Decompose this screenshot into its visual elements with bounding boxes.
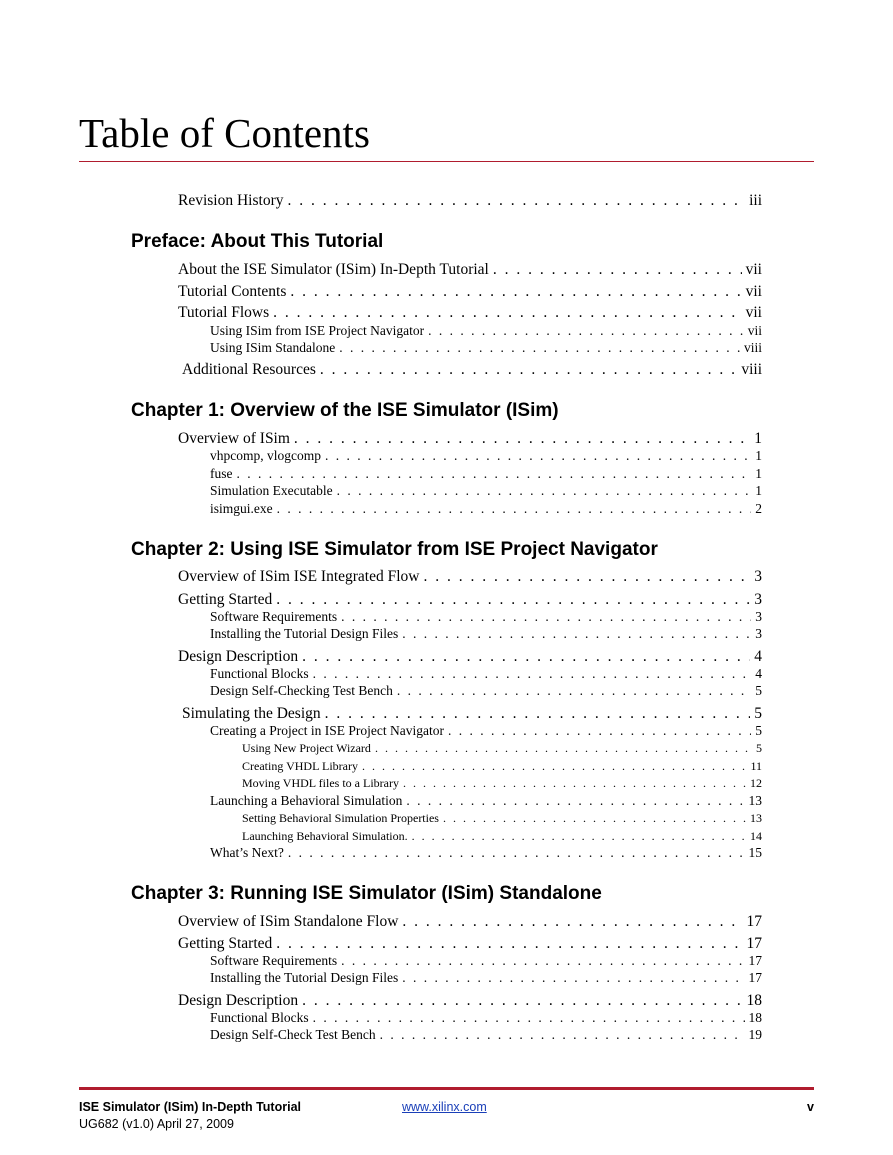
dot-leader — [428, 323, 744, 339]
dot-leader — [397, 683, 751, 699]
toc-entry-page-number: 15 — [748, 845, 762, 860]
toc-entry-label: Using ISim from ISE Project Navigator — [210, 323, 425, 338]
dot-leader — [341, 609, 751, 625]
dot-leader — [288, 845, 745, 861]
dot-leader — [424, 567, 751, 586]
toc-entry-label: Overview of ISim ISE Integrated Flow — [178, 568, 420, 585]
toc-entry[interactable] — [210, 683, 762, 699]
dot-leader — [375, 741, 752, 756]
dot-leader — [380, 1027, 745, 1043]
toc-entry[interactable] — [178, 303, 762, 322]
toc-entry[interactable] — [242, 811, 762, 826]
toc-entry-page-number: 17 — [748, 970, 762, 985]
toc-entry-label: Design Self-Check Test Bench — [210, 1027, 376, 1042]
toc-entry-label: Revision History — [178, 192, 284, 209]
toc-entry-label: Functional Blocks — [210, 666, 309, 681]
toc-entry[interactable] — [210, 609, 762, 625]
dot-leader — [448, 723, 751, 739]
toc-entry[interactable] — [182, 360, 762, 379]
toc-entry[interactable] — [210, 793, 762, 809]
toc-entry-label: Overview of ISim — [178, 430, 290, 447]
toc-entry[interactable] — [178, 191, 762, 210]
dot-leader — [493, 260, 742, 279]
dot-leader — [294, 429, 750, 448]
toc-entry[interactable] — [210, 483, 762, 499]
footer-website-link[interactable]: www.xilinx.com — [402, 1100, 487, 1114]
toc-entry-page-number: viii — [741, 361, 762, 378]
toc-entry-page-number: 4 — [754, 648, 762, 665]
toc-entry-label: Design Self-Checking Test Bench — [210, 683, 393, 698]
toc-entry-label: Using ISim Standalone — [210, 340, 336, 355]
toc-entry[interactable] — [178, 991, 762, 1010]
toc-entry-page-number: 5 — [756, 741, 762, 755]
toc-entry-page-number: 3 — [755, 609, 762, 624]
footer-document-id: UG682 (v1.0) April 27, 2009 — [79, 1117, 234, 1131]
toc-entry[interactable] — [178, 282, 762, 301]
toc-entry-page-number: 1 — [754, 430, 762, 447]
toc-entry-label: Setting Behavioral Simulation Properties — [242, 811, 439, 825]
dot-leader — [288, 191, 746, 210]
toc-entry-label: Tutorial Contents — [178, 283, 287, 300]
toc-entry[interactable] — [178, 567, 762, 586]
toc-entry-label: Overview of ISim Standalone Flow — [178, 913, 399, 930]
toc-entry-page-number: 3 — [754, 591, 762, 608]
toc-entry-page-number: vii — [745, 283, 762, 300]
toc-entry-page-number: 19 — [748, 1027, 762, 1042]
toc-entry-label: vhpcomp, vlogcomp — [210, 448, 321, 463]
dot-leader — [302, 647, 750, 666]
toc-entry-page-number: 14 — [750, 829, 762, 843]
toc-entry-page-number: 13 — [750, 811, 762, 825]
dot-leader — [402, 626, 751, 642]
dot-leader — [276, 590, 750, 609]
toc-entry[interactable] — [210, 323, 762, 339]
toc-entry[interactable] — [242, 759, 762, 774]
toc-entry[interactable] — [210, 1027, 762, 1043]
toc-entry-label: Additional Resources — [182, 361, 316, 378]
toc-entry[interactable] — [242, 829, 762, 844]
toc-entry[interactable] — [210, 466, 762, 482]
toc-entry-label: What’s Next? — [210, 845, 284, 860]
toc-entry-page-number: 3 — [754, 568, 762, 585]
toc-entry-page-number: 17 — [746, 935, 762, 952]
dot-leader — [402, 912, 742, 931]
toc-entry-label: Launching a Behavioral Simulation — [210, 793, 403, 808]
dot-leader — [302, 991, 742, 1010]
toc-entry-page-number: 13 — [748, 793, 762, 808]
toc-entry-page-number: vii — [745, 261, 762, 278]
toc-entry-page-number: iii — [749, 192, 762, 209]
dot-leader — [325, 704, 751, 723]
toc-entry-page-number: 4 — [755, 666, 762, 681]
toc-entry-label: About the ISE Simulator (ISim) In-Depth Tutorial — [178, 261, 489, 278]
toc-entry[interactable] — [210, 501, 762, 517]
toc-entry-label: Design Description — [178, 648, 299, 665]
dot-leader — [313, 666, 752, 682]
chapter1-heading: Chapter 1: Overview of the ISE Simulator (ISim) — [131, 400, 559, 421]
toc-entry-page-number: 11 — [750, 759, 762, 773]
toc-entry[interactable] — [210, 970, 762, 986]
toc-entry-label: Tutorial Flows — [178, 304, 270, 321]
toc-entry[interactable] — [210, 448, 762, 464]
toc-entry-label: Functional Blocks — [210, 1010, 309, 1025]
toc-entry-page-number: 17 — [748, 953, 762, 968]
toc-entry-page-number: 1 — [755, 483, 762, 498]
chapter2-heading: Chapter 2: Using ISE Simulator from ISE Project Navigator — [131, 539, 658, 560]
toc-entry[interactable] — [210, 845, 762, 861]
toc-entry-label: Installing the Tutorial Design Files — [210, 626, 399, 641]
toc-entry-label: Installing the Tutorial Design Files — [210, 970, 399, 985]
toc-entry-label: Design Description — [178, 992, 299, 1009]
toc-entry-page-number: 5 — [755, 723, 762, 738]
dot-leader — [276, 934, 742, 953]
toc-entry-page-number: 1 — [755, 466, 762, 481]
toc-entry-page-number: 1 — [755, 448, 762, 463]
toc-entry-label: Creating a Project in ISE Project Navigator — [210, 723, 444, 738]
dot-leader — [362, 759, 746, 774]
toc-entry-label: fuse — [210, 466, 233, 481]
toc-entry[interactable] — [210, 1010, 762, 1026]
dot-leader — [406, 793, 744, 809]
toc-entry-page-number: vii — [747, 323, 762, 338]
toc-entry[interactable] — [178, 934, 762, 953]
toc-entry-label: Moving VHDL files to a Library — [242, 776, 399, 790]
preface-heading: Preface: About This Tutorial — [131, 231, 384, 252]
footer-page-number: v — [807, 1100, 814, 1114]
toc-entry-page-number: 18 — [746, 992, 762, 1009]
toc-entry-label: Using New Project Wizard — [242, 741, 371, 755]
toc-entry[interactable] — [242, 776, 762, 791]
toc-entry[interactable] — [178, 260, 762, 279]
toc-entry[interactable] — [182, 704, 762, 723]
toc-entry[interactable] — [178, 647, 762, 666]
toc-entry-label: Software Requirements — [210, 953, 338, 968]
toc-entry-label: Simulation Executable — [210, 483, 333, 498]
dot-leader — [325, 448, 751, 464]
toc-entry-label: Creating VHDL Library — [242, 759, 358, 773]
dot-leader — [290, 282, 741, 301]
dot-leader — [237, 466, 752, 482]
toc-entry-label: Simulating the Design — [182, 705, 321, 722]
toc-entry[interactable] — [178, 590, 762, 609]
toc-entry-page-number: 12 — [750, 776, 762, 790]
page-title: Table of Contents — [79, 110, 370, 156]
toc-entry-page-number: viii — [743, 340, 762, 355]
toc-entry[interactable] — [210, 953, 762, 969]
toc-entry-page-number: 5 — [755, 683, 762, 698]
dot-leader — [277, 501, 752, 517]
dot-leader — [402, 970, 744, 986]
dot-leader — [443, 811, 746, 826]
toc-entry-label: isimgui.exe — [210, 501, 273, 516]
footer-rule — [79, 1087, 814, 1090]
toc-entry-page-number: 5 — [754, 705, 762, 722]
toc-entry-label: Software Requirements — [210, 609, 338, 624]
toc-entry[interactable] — [210, 340, 762, 356]
toc-entry[interactable] — [178, 429, 762, 448]
dot-leader — [273, 303, 741, 322]
toc-entry-label: Launching Behavioral Simulation. — [242, 829, 408, 843]
dot-leader — [313, 1010, 745, 1026]
toc-entry-page-number: 3 — [755, 626, 762, 641]
toc-entry-page-number: 17 — [746, 913, 762, 930]
toc-entry[interactable] — [242, 741, 762, 756]
toc-entry[interactable] — [178, 912, 762, 931]
toc-entry-page-number: 18 — [748, 1010, 762, 1025]
footer-document-title: ISE Simulator (ISim) In-Depth Tutorial — [79, 1100, 301, 1114]
toc-entry-label: Getting Started — [178, 591, 273, 608]
toc-entry-label: Getting Started — [178, 935, 273, 952]
toc-entry[interactable] — [210, 626, 762, 642]
dot-leader — [339, 340, 740, 356]
toc-entry[interactable] — [210, 666, 762, 682]
toc-entry-page-number: vii — [745, 304, 762, 321]
toc-entry-page-number: 2 — [755, 501, 762, 516]
dot-leader — [341, 953, 744, 969]
dot-leader — [337, 483, 752, 499]
toc-entry[interactable] — [210, 723, 762, 739]
dot-leader — [403, 776, 746, 791]
dot-leader — [320, 360, 737, 379]
dot-leader — [412, 829, 746, 844]
chapter3-heading: Chapter 3: Running ISE Simulator (ISim) Standalone — [131, 883, 602, 904]
